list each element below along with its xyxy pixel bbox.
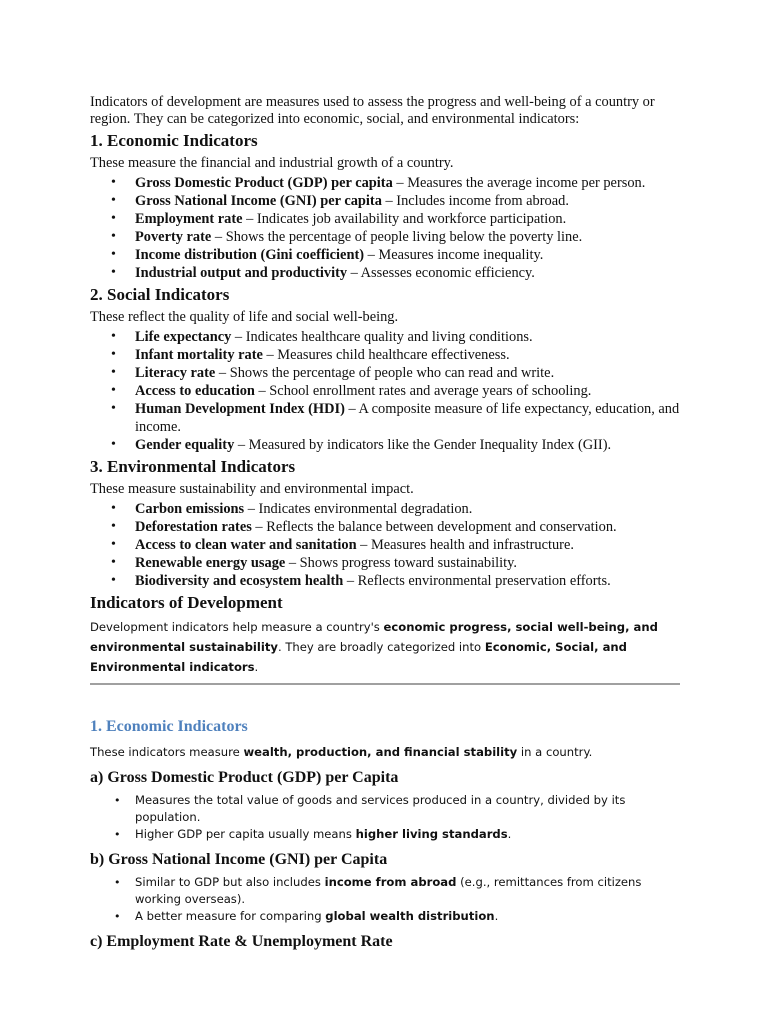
item-desc: – Assesses economic efficiency. [347,265,535,281]
item-term: Gender equality [135,437,235,453]
item-desc: – Shows progress toward sustainability. [285,555,517,571]
bullet-icon: • [114,910,121,923]
dev-bold-2: Economic, Social, and Environmental indicators [90,640,627,674]
gdp-list [90,792,680,843]
horizontal-rule [90,683,680,685]
item-term: Human Development Index (HDI) [135,401,345,417]
list-item [90,826,680,843]
section-lead-economic: These measure the financial and industrial growth of a country. [90,155,454,171]
item-term: Poverty rate [135,229,212,245]
bullet-icon: • [111,437,116,452]
econ-lead-pre: These indicators measure [90,745,244,759]
list-item [90,346,680,364]
bullet-icon: • [111,211,116,226]
section-heading-social: 2. Social Indicators [90,285,230,304]
bullet-icon: • [111,347,116,362]
item-text: Similar to GDP but also includes [135,875,325,889]
bullet-icon: • [111,193,116,208]
econ-lead-post: in a country. [517,745,593,759]
item-term: Life expectancy [135,329,232,345]
development-heading: Indicators of Development [90,593,283,612]
dev-text-2: . They are broadly categorized into [277,640,485,654]
item-term: Infant mortality rate [135,347,263,363]
economic-indicator-list [90,174,680,282]
list-item [90,500,680,518]
item-desc: – Measures health and infrastructure. [356,537,574,553]
list-item [90,536,680,554]
list-item [90,554,680,572]
item-desc: – Measures child healthcare effectiveness. [262,347,510,363]
item-desc: – School enrollment rates and average years of schooling. [254,383,592,399]
development-paragraph [90,617,680,677]
item-desc: – A composite measure of life expectancy, education, and income. [135,401,680,435]
item-text: Measures the total value of goods and services produced in a country, divided by its population. [135,793,626,824]
document-page [90,94,680,952]
employment-subheading: c) Employment Rate & Unemployment Rate [90,933,393,950]
item-term: Gross National Income (GNI) per capita [135,193,382,209]
bullet-icon: • [111,229,116,244]
item-desc: – Indicates job availability and workforce participation. [242,211,567,227]
bullet-icon: • [114,794,121,807]
list-item [90,228,680,246]
list-item [90,874,680,908]
item-term: Renewable energy usage [135,555,286,571]
item-desc: – Shows the percentage of people who can read and write. [215,365,555,381]
item-term: Access to education [135,383,255,399]
item-desc: – Includes income from abroad. [381,193,569,209]
dev-bold-1: economic progress, social well-being, and environmental sustainability [90,620,658,654]
list-item [90,364,680,382]
economic-detail-heading: 1. Economic Indicators [90,718,248,735]
list-item [90,400,680,436]
item-desc: – Reflects environmental preservation efforts. [343,573,611,589]
bullet-icon: • [111,501,116,516]
item-text: A better measure for comparing [135,909,326,923]
section-heading-economic: 1. Economic Indicators [90,131,258,150]
item-term: Gross Domestic Product (GDP) per capita [135,175,393,191]
item-desc: – Reflects the balance between development and conservation. [251,519,617,535]
section-heading-environmental: 3. Environmental Indicators [90,457,296,476]
intro-paragraph: Indicators of development are measures used to assess the progress and well-being of a country or region. They can be categorized into economic, social, and environmental indicators: [90,94,655,127]
item-desc: – Indicates healthcare quality and living conditions. [231,329,533,345]
bullet-icon: • [114,828,121,841]
item-text-post: . [507,827,512,841]
list-item [90,174,680,192]
list-item [90,518,680,536]
dev-text-3: . [254,660,259,674]
bullet-icon: • [111,401,116,416]
social-indicator-list [90,328,680,454]
item-term: Deforestation rates [135,519,252,535]
item-term: Literacy rate [135,365,216,381]
list-item [90,192,680,210]
item-desc: – Measures income inequality. [364,247,544,263]
section-lead-environmental: These measure sustainability and environmental impact. [90,481,414,497]
bullet-icon: • [111,247,116,262]
list-item [90,210,680,228]
item-text-post: . [494,909,499,923]
environmental-indicator-list [90,500,680,590]
list-item [90,264,680,282]
item-text: Higher GDP per capita usually means [135,827,356,841]
item-bold: higher living standards [355,827,508,841]
bullet-icon: • [111,573,116,588]
item-bold: global wealth distribution [325,909,495,923]
list-item [90,246,680,264]
bullet-icon: • [111,365,116,380]
item-term: Access to clean water and sanitation [135,537,357,553]
bullet-icon: • [111,555,116,570]
list-item [90,572,680,590]
gni-list [90,874,680,925]
list-item [90,436,680,454]
bullet-icon: • [111,329,116,344]
economic-detail-lead [90,743,680,761]
list-item [90,328,680,346]
item-term: Employment rate [135,211,243,227]
list-item [90,382,680,400]
bullet-icon: • [111,265,116,280]
item-term: Income distribution (Gini coefficient) [135,247,365,263]
bullet-icon: • [111,537,116,552]
item-desc: – Shows the percentage of people living below the poverty line. [211,229,583,245]
item-desc: – Measured by indicators like the Gender Inequality Index (GII). [234,437,612,453]
section-lead-social: These reflect the quality of life and social well-being. [90,309,399,325]
item-term: Industrial output and productivity [135,265,348,281]
gni-subheading: b) Gross National Income (GNI) per Capita [90,851,388,868]
item-desc: – Indicates environmental degradation. [244,501,473,517]
bullet-icon: • [114,876,121,889]
item-text-post: (e.g., remittances from citizens working overseas). [135,875,642,906]
dev-text-1: Development indicators help measure a country's [90,620,384,634]
item-bold: income from abroad [324,875,457,889]
gdp-subheading: a) Gross Domestic Product (GDP) per Capita [90,769,399,786]
bullet-icon: • [111,383,116,398]
item-term: Carbon emissions [135,501,245,517]
bullet-icon: • [111,175,116,190]
item-term: Biodiversity and ecosystem health [135,573,344,589]
bullet-icon: • [111,519,116,534]
list-item [90,908,680,925]
list-item [90,792,680,826]
item-desc: – Measures the average income per person. [392,175,646,191]
econ-lead-bold: wealth, production, and financial stability [243,745,518,759]
